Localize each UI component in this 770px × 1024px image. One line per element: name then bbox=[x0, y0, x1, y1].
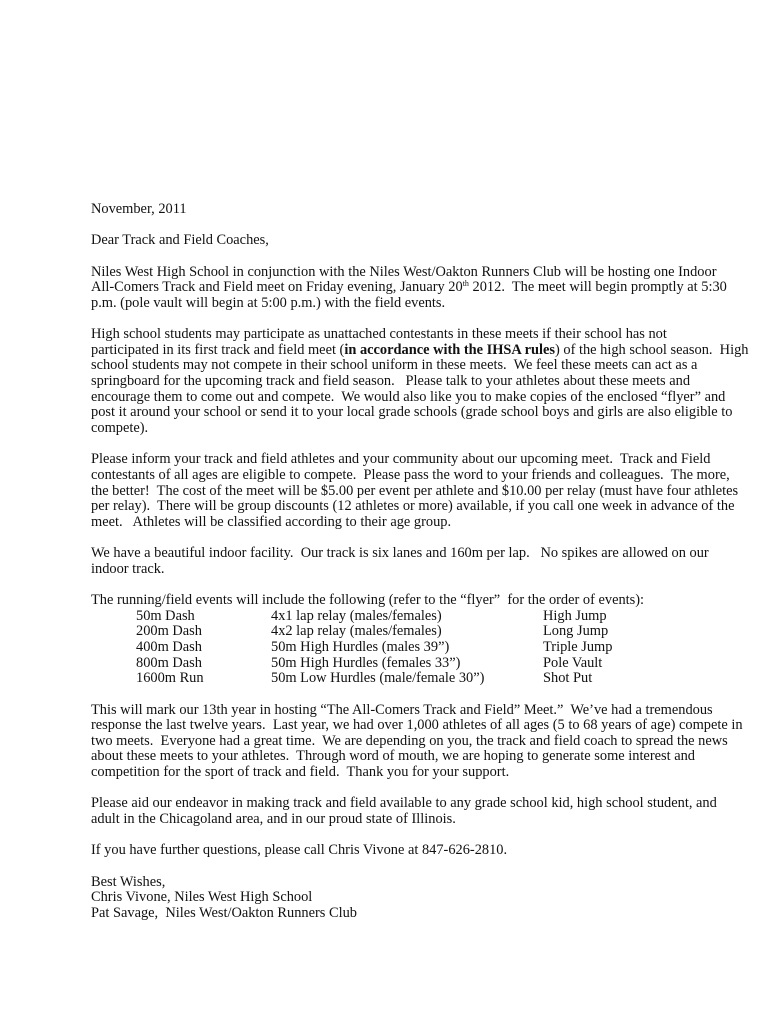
paragraph-line: We have a beautiful indoor facility. Our track is six lanes and 160m per lap. No spikes are allowed on our bbox=[91, 545, 709, 562]
paragraph-line: This will mark our 13th year in hosting “The All-Comers Track and Field” Meet.” We’ve had a tremendous bbox=[91, 701, 713, 718]
paragraph-line: school students may not compete in their school uniform in these meets. We feel these meets can act as a bbox=[91, 357, 698, 374]
events-intro: The running/field events will include the following (refer to the “flyer” for the order of events): bbox=[91, 592, 645, 609]
relay-hurdle-event: 4x2 lap relay (males/females) bbox=[271, 623, 442, 640]
events-row bbox=[91, 671, 761, 687]
ihsa-rules-emphasis: in accordance with the IHSA rules bbox=[344, 341, 556, 358]
salutation: Dear Track and Field Coaches, bbox=[91, 232, 269, 249]
letter-date: November, 2011 bbox=[91, 201, 187, 217]
signature-line: Chris Vivone, Niles West High School bbox=[91, 889, 313, 906]
paragraph-line: p.m. (pole vault will begin at 5:00 p.m.) with the field events. bbox=[91, 294, 446, 311]
running-event: 400m Dash bbox=[136, 638, 202, 655]
field-event: Shot Put bbox=[543, 670, 593, 687]
paragraph-history bbox=[91, 703, 761, 781]
paragraph-line: adult in the Chicagoland area, and in our proud state of Illinois. bbox=[91, 810, 456, 827]
letter-closing bbox=[91, 875, 761, 922]
paragraph-line: If you have further questions, please call Chris Vivone at 847-626-2810. bbox=[91, 842, 508, 859]
paragraph-line: springboard for the upcoming track and field season. Please talk to your athletes about these meets and bbox=[91, 373, 691, 390]
paragraph-meet-announcement bbox=[91, 265, 761, 312]
running-event: 800m Dash bbox=[136, 654, 202, 671]
closing-phrase: Best Wishes, bbox=[91, 873, 166, 890]
relay-hurdle-event: 50m High Hurdles (females 33”) bbox=[271, 654, 461, 671]
paragraph-line: compete). bbox=[91, 419, 149, 436]
paragraph-line bbox=[91, 280, 761, 296]
running-event: 50m Dash bbox=[136, 607, 195, 624]
running-event: 1600m Run bbox=[136, 670, 204, 687]
paragraph-line: the better! The cost of the meet will be $5.00 per event per athlete and $10.00 per relay (must have four athletes bbox=[91, 482, 739, 499]
relay-hurdle-event: 50m Low Hurdles (male/female 30”) bbox=[271, 670, 485, 687]
line-segment: 2012. The meet will begin promptly at 5:30 bbox=[468, 279, 727, 296]
paragraph-line: about these meets to your athletes. Through word of mouth, we are hoping to generate some interest and bbox=[91, 748, 695, 765]
paragraph-line: Please aid our endeavor in making track and field available to any grade school kid, high school student, and bbox=[91, 795, 717, 812]
spacer bbox=[91, 218, 761, 234]
paragraph-cost-info bbox=[91, 452, 761, 530]
paragraph-line: response the last twelve years. Last year, we had over 1,000 athletes of all ages (5 to 68 years of age) compete in bbox=[91, 717, 743, 734]
field-event: Long Jump bbox=[543, 623, 609, 640]
paragraph-eligibility bbox=[91, 327, 761, 436]
paragraph-facility bbox=[91, 546, 761, 577]
signature-line: Pat Savage, Niles West/Oakton Runners Club bbox=[91, 904, 357, 921]
paragraph-appeal bbox=[91, 796, 761, 827]
line-segment: All-Comers Track and Field meet on Friday evening, January 20 bbox=[91, 279, 463, 296]
ordinal-superscript: th bbox=[462, 279, 469, 289]
paragraph-line: High school students may participate as unattached contestants in these meets if their school has not bbox=[91, 326, 667, 343]
letter-body bbox=[91, 202, 761, 921]
paragraph-line: per relay). There will be group discounts (12 athletes or more) available, if you call one week in advance of the bbox=[91, 498, 735, 515]
paragraph-line: indoor track. bbox=[91, 560, 165, 577]
paragraph-line: two meets. Everyone had a great time. We are depending on you, the track and field coach to spread the news bbox=[91, 732, 728, 749]
paragraph-line: competition for the sport of track and field. Thank you for your support. bbox=[91, 764, 510, 781]
line-segment: ) of the high school season. High bbox=[555, 341, 749, 358]
paragraph-contact bbox=[91, 843, 761, 859]
events-row bbox=[91, 640, 761, 656]
running-event: 200m Dash bbox=[136, 623, 202, 640]
paragraph-line: encourage them to come out and compete. We would also like you to make copies of the enclosed “flyer” and bbox=[91, 388, 726, 405]
events-section bbox=[91, 593, 761, 687]
field-event: Pole Vault bbox=[543, 654, 603, 671]
relay-hurdle-event: 50m High Hurdles (males 39”) bbox=[271, 638, 450, 655]
paragraph-line: post it around your school or send it to your local grade schools (grade school boys and girls are also eligible to bbox=[91, 404, 733, 421]
paragraph-line: Niles West High School in conjunction with the Niles West/Oakton Runners Club will be hosting one Indoor bbox=[91, 263, 717, 280]
events-row bbox=[91, 624, 761, 640]
paragraph-line: contestants of all ages are eligible to compete. Please pass the word to your friends and colleagues. The more, bbox=[91, 466, 730, 483]
line-segment: participated in its first track and field meet ( bbox=[91, 341, 345, 358]
field-event: Triple Jump bbox=[543, 638, 613, 655]
spacer bbox=[91, 249, 761, 265]
events-row bbox=[91, 656, 761, 672]
paragraph-line bbox=[91, 343, 761, 359]
field-event: High Jump bbox=[543, 607, 607, 624]
events-row bbox=[91, 609, 761, 625]
paragraph-line: Please inform your track and field athletes and your community about our upcoming meet. Track and Field bbox=[91, 451, 711, 468]
paragraph-line: meet. Athletes will be classified according to their age group. bbox=[91, 513, 452, 530]
relay-hurdle-event: 4x1 lap relay (males/females) bbox=[271, 607, 442, 624]
